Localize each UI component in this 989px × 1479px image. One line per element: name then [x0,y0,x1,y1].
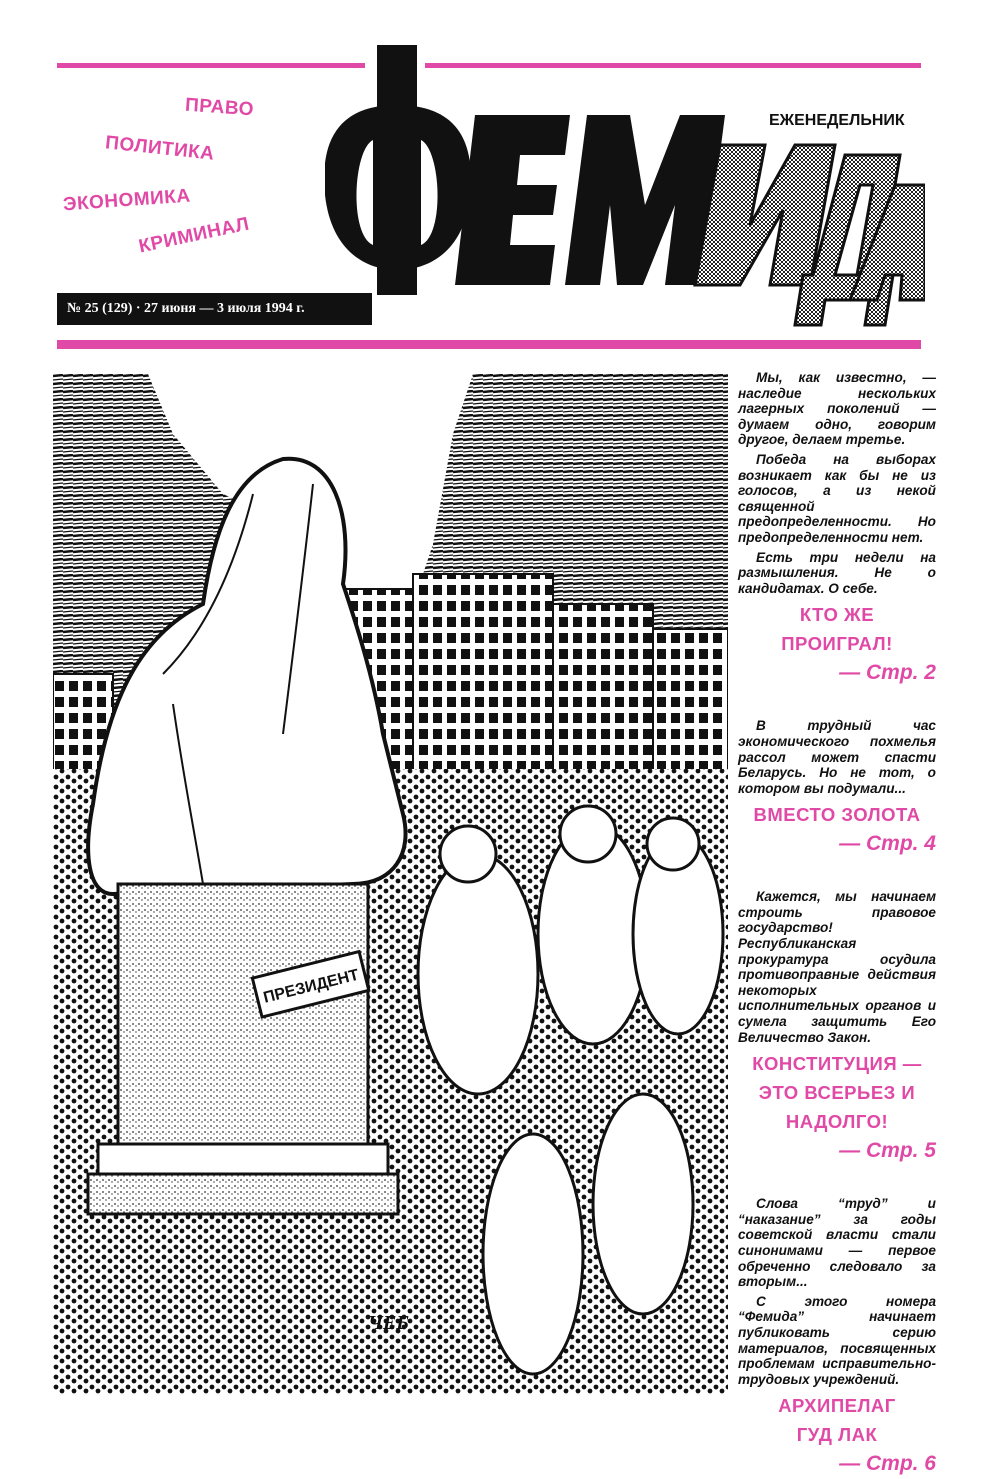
cartoon-illustration [53,374,728,1394]
article-headline[interactable]: АРХИПЕЛАГ [778,1395,896,1417]
article-block [738,370,936,688]
article-page-ref[interactable]: — Стр. 5 [839,1139,936,1163]
article-page-ref[interactable]: — Стр. 6 [839,1452,936,1476]
masthead-logo [325,45,925,345]
article-lead: Есть три недели на размышления. Не о кандидатах. О себе. [738,549,936,596]
artist-signature: ЧЕБ [368,1312,410,1334]
article-block [738,718,936,859]
logo-letter-e [455,115,570,285]
article-lead: Кажется, мы начинаем строить правовое государство! Республиканская прокуратура осудила противоправные действия некоторых исполнительных органов и сумела защитить Его Величество Закон. [738,889,936,1045]
issue-info-bar [57,293,372,325]
article-headline[interactable]: ЭТО ВСЕРЬЕЗ И [758,1082,916,1104]
topic-economy: ЭКОНОМИКА [62,185,192,216]
article-lead: Слова “труд” и “наказание” за годы советской власти стали синонимами — первое обреченно следовало за вторым... [738,1196,936,1290]
article-block [738,1196,936,1479]
article-headline[interactable]: НАДОЛГО! [785,1111,889,1133]
article-lead: С этого номера “Фемида” начинает публиковать серию материалов, посвященных проблемам исправительно-трудовых учреждений. [738,1293,936,1387]
article-headline[interactable]: ПРОИГРАЛ! [781,633,893,655]
article-block [738,889,936,1166]
logo-letter-i [695,145,835,285]
article-headline[interactable]: КТО ЖЕ [799,604,875,626]
topic-crime: КРИМИНАЛ [136,213,252,258]
article-lead: Мы, как известно, — наследие нескольких лагерных поколений — думаем одно, говорим другое, делаем третье. [738,370,936,448]
logo-letter-ef [325,45,471,295]
topic-law: ПРАВО [184,94,255,121]
article-headline[interactable]: ВМЕСТО ЗОЛОТА [753,804,921,826]
article-lead: Победа на выборах возникает как бы не из голосов, а из некой священной предопределенности. Но предопределенности нет. [738,451,936,545]
topic-politics: ПОЛИТИКА [104,132,216,165]
article-page-ref[interactable]: — Стр. 4 [839,832,936,856]
articles-column [738,370,936,1479]
article-headline[interactable]: КОНСТИТУЦИЯ — [752,1053,922,1075]
weekly-label: ЕЖЕНЕДЕЛЬНИК [765,112,909,130]
article-lead: В трудный час экономического похмелья рассол может спасти Беларусь. Но не тот, о котором вы подумали... [738,718,936,796]
article-headline[interactable]: ГУД ЛАК [796,1424,878,1446]
president-sign-text: ПРЕЗИДЕНТ [261,966,361,1007]
pedestal [118,884,368,1144]
issue-line: № 25 (129) · 27 июня — 3 июля 1994 г. [67,301,305,316]
article-page-ref[interactable]: — Стр. 2 [839,661,936,685]
